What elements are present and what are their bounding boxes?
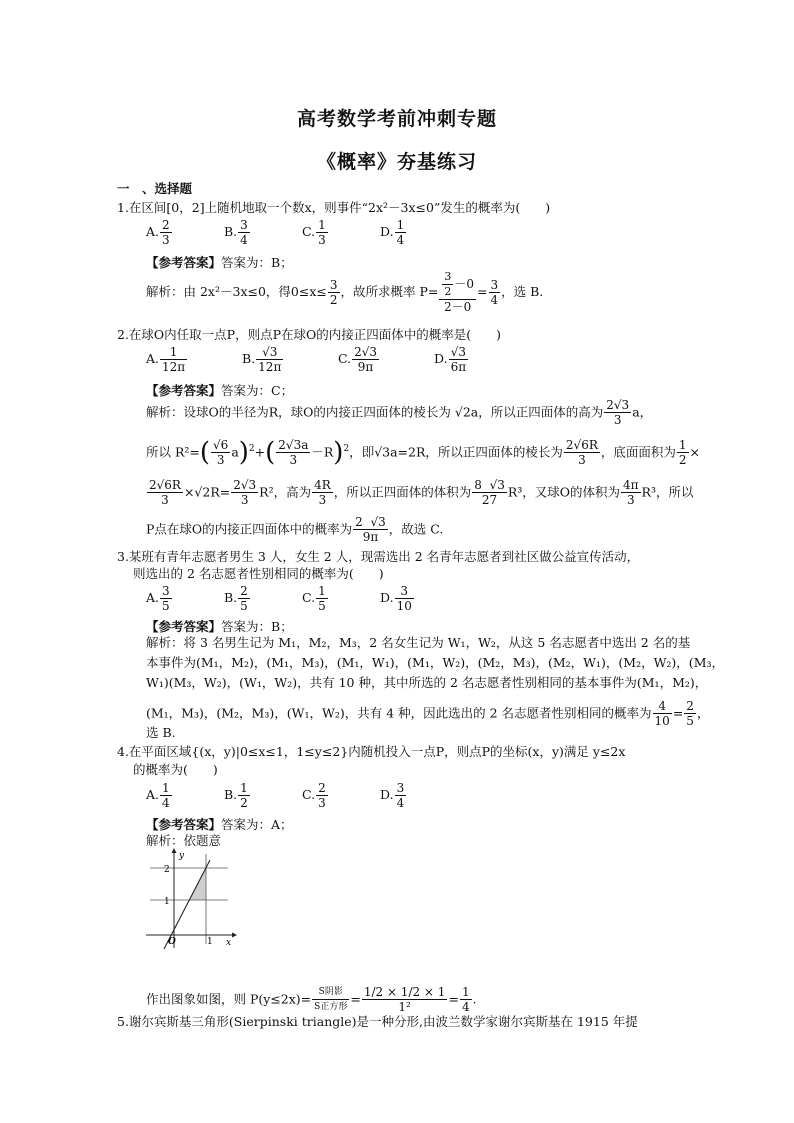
q1-solution-big-fraction: $\frac{3}{2}$ －0 2－0 (439, 270, 476, 314)
q3-solution-line-4: (M₁，M₃)，(M₂，M₃)，(W₁，W₂)，共有 4 种，因此选出的 2 名志愿者性别相同的概率为 $\frac{4}{10}$ = $\frac{2}{5}$ ， (146, 699, 710, 728)
y-axis-arrow (172, 848, 177, 853)
q1-option-d: D. $\frac{1}{4}$ (380, 218, 405, 247)
q3-option-c: C. $\frac{1}{5}$ (302, 584, 326, 613)
q2-answer: 【参考答案】答案为：C； (146, 383, 294, 398)
q1-stem: 1.在区间[0，2]上随机地取一个数x，则事件“2x²－3x≤0”发生的概率为( ) (117, 200, 551, 215)
q2-option-b: B. $\frac{√3}{12\pi}$ (242, 345, 282, 374)
q2-solution-line-3: $\frac{2√6R}{3}$ ×√2R= $\frac{2√3}{3}$ R²，高为 $\frac{4R}{3}$ ，所以正四面体的体积为 $\frac{8 √3}{27}$ R³，又球O的体积为 $\frac{4\pi}{3}$ R³，所以 (149, 478, 694, 507)
q1-answer: 【参考答案】答案为：B； (146, 255, 293, 270)
x-axis-arrow (232, 933, 237, 938)
q4-answer: 【参考答案】答案为：A； (146, 817, 293, 832)
origin-label: O (168, 937, 176, 947)
tick-label-x1: 1 (207, 937, 213, 947)
q4-region-graph (144, 848, 240, 952)
q3-solution-line-5: 选 B. (146, 725, 176, 740)
line-y-equals-2x (164, 860, 210, 949)
q1-option-b: B. $\frac{3}{4}$ (224, 218, 248, 247)
q4-conclusion: 作出图象如图，则 P(y≤2x)= $\frac{\text{S阴影}}{\text{S正方形}}$ = $\frac{1/2 \times 1/2 \times 1}{\text{1²}}$ = $\frac{1}{4}$ . (146, 985, 477, 1014)
q4-solution-intro: 解析：依题意 (146, 833, 222, 848)
q2-solution-line-1: 解析：设球O的半径为R，球O的内接正四面体的棱长为 √2a，所以正四面体的高为 $\frac{2√3}{3}$ a， (146, 398, 653, 427)
q3-options (146, 584, 458, 613)
q4-stem-line-2: 的概率为( ) (133, 762, 218, 777)
q4-option-c: C. $\frac{2}{3}$ (302, 781, 326, 810)
q4-option-a: A. $\frac{1}{4}$ (146, 781, 170, 810)
y-axis-label: y (179, 851, 185, 861)
q2-solution-line-2: 所以 R²=( $\frac{√6}{3}$ a)$^2$+( $\frac{2√3a}{3}$ －R)$^2$，即√3a=2R，所以正四面体的棱长为 $\frac{2√6R}{3}$ ，底面面积为 $\frac{1}{2}$ × (146, 437, 700, 468)
q1-options (146, 218, 458, 247)
q2-option-d: D. $\frac{√3}{6\pi}$ (434, 345, 467, 374)
q2-solution-line-4: P点在球O的内接正四面体中的概率为 $\frac{2 √3}{9\pi}$ ，故选 C. (146, 515, 444, 544)
page-subtitle: 《概率》夯基练习 (316, 151, 477, 173)
q3-option-d: D. $\frac{3}{10}$ (380, 584, 412, 613)
q3-solution-line-1: 解析：将 3 名男生记为 M₁，M₂，M₃，2 名女生记为 W₁，W₂，从这 5 名志愿者中选出 2 名的基 (146, 635, 691, 650)
q1-option-a: A. $\frac{2}{3}$ (146, 218, 170, 247)
q4-options (146, 781, 458, 810)
q3-solution-line-2: 本事件为(M₁，M₂)，(M₁，M₃)，(M₁，W₁)，(M₁，W₂)，(M₂，M₃)，(M₂，W₁)，(M₂，W₂)，(M₃， (146, 655, 724, 670)
q3-answer: 【参考答案】答案为：B； (146, 619, 293, 634)
q3-solution-line-3: W₁)(M₃，W₂)，(W₁，W₂)，共有 10 种，其中所选的 2 名志愿者性别相同的基本事件为(M₁，M₂)， (146, 675, 708, 690)
q4-option-b: B. $\frac{1}{2}$ (224, 781, 248, 810)
q2-options (146, 345, 530, 374)
q1-solution: 解析：由 2x²－3x≤0，得0≤x≤ $\frac{3}{2}$ ，故所求概率 P= $\frac{3}{2}$ －0 2－0 = $\frac{3}{4}$ ，选 B. (146, 270, 544, 314)
q3-option-a: A. $\frac{3}{5}$ (146, 584, 170, 613)
q4-stem-line-1: 4.在平面区域{(x，y)|0≤x≤1，1≤y≤2}内随机投入一点P，则点P的坐标(x，y)满足 y≤2x (117, 744, 626, 759)
q1-option-c: C. $\frac{1}{3}$ (302, 218, 326, 247)
q3-stem-line-1: 3.某班有青年志愿者男生 3 人，女生 2 人，现需选出 2 名青年志愿者到社区做公益宣传活动， (117, 549, 640, 564)
q3-stem-line-2: 则选出的 2 名志愿者性别相同的概率为( ) (133, 566, 384, 581)
tick-label-y1: 1 (164, 897, 170, 907)
section-heading: 一 、选择题 (117, 181, 193, 196)
q3-option-b: B. $\frac{2}{5}$ (224, 584, 248, 613)
tick-label-y2: 2 (164, 865, 170, 875)
q2-option-a: A. $\frac{1}{12\pi}$ (146, 345, 186, 374)
page-title: 高考数学考前冲刺专题 (296, 108, 497, 130)
q2-stem: 2.在球O内任取一点P，则点P在球O的内接正四面体中的概率是( ) (117, 327, 501, 342)
q2-option-c: C. $\frac{2√3}{9\pi}$ (338, 345, 378, 374)
x-axis-label: x (226, 938, 232, 948)
q4-option-d: D. $\frac{3}{4}$ (380, 781, 405, 810)
q5-stem: 5.谢尔宾斯基三角形(Sierpinski triangle)是一种分形,由波兰数学家谢尔宾斯基在 1915 年提 (117, 1014, 638, 1029)
